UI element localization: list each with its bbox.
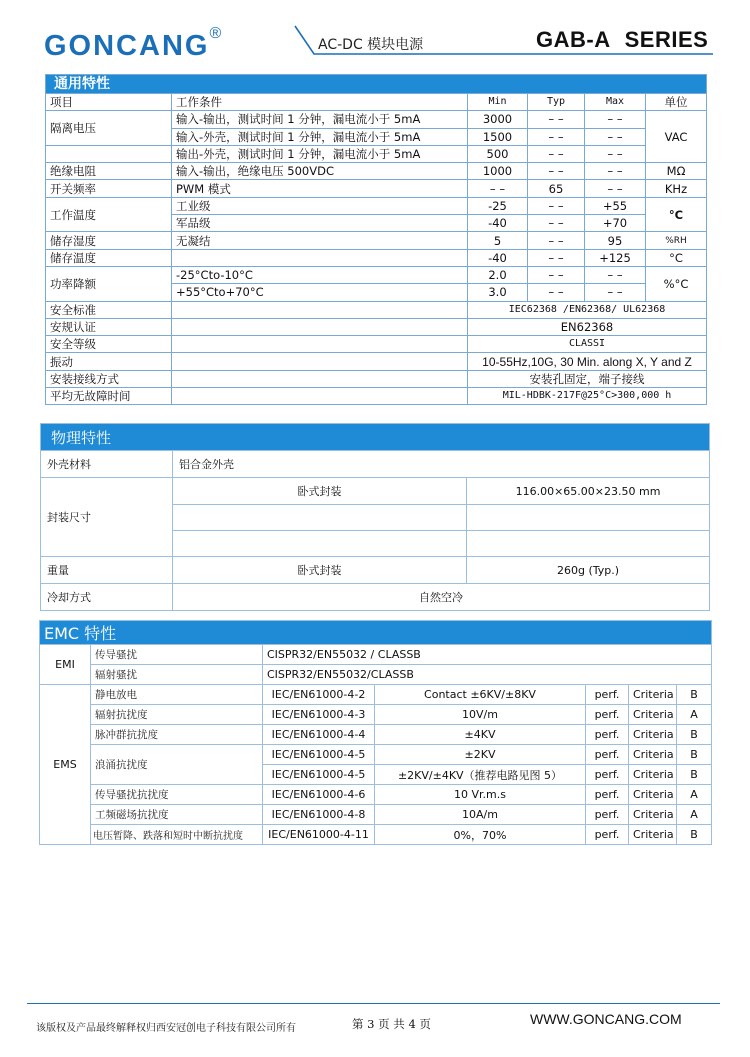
ems-item: 辐射抗扰度	[91, 705, 263, 725]
ems-perf: perf.	[586, 805, 629, 825]
typ: – –	[528, 215, 585, 232]
op-temp-unit: °C	[646, 197, 707, 232]
typ: – –	[528, 128, 585, 145]
ems-label: EMS	[40, 685, 91, 845]
table-row	[40, 705, 712, 725]
empty-cell	[172, 301, 468, 318]
typ: – –	[528, 249, 585, 266]
table-row	[46, 197, 707, 214]
registered-mark: ®	[209, 25, 224, 43]
min: -40	[468, 249, 528, 266]
condition: PWM 模式	[172, 180, 468, 197]
ems-perf: perf.	[586, 745, 629, 765]
spec-value: MIL-HDBK-217F@25°C>300,000 h	[468, 388, 707, 405]
ems-level: 10A/m	[375, 805, 586, 825]
ems-standard: IEC/EN61000-4-8	[263, 805, 375, 825]
cooling-label: 冷却方式	[41, 584, 173, 611]
ems-standard: IEC/EN61000-4-4	[263, 725, 375, 745]
col-min: Min	[468, 94, 528, 111]
table-row	[40, 785, 712, 805]
physical-section-title: 物理特性	[41, 424, 710, 451]
company-logo	[44, 25, 224, 63]
typ: – –	[528, 232, 585, 249]
isolation-unit: VAC	[646, 111, 707, 163]
min: 3000	[468, 111, 528, 128]
min: – –	[468, 180, 528, 197]
emi-item: 辐射骚扰	[91, 665, 263, 685]
max: +55	[585, 197, 646, 214]
table-row	[46, 249, 707, 266]
min: 500	[468, 145, 528, 162]
spec-label: 安全标准	[46, 301, 172, 318]
table-row	[40, 725, 712, 745]
max: – –	[585, 266, 646, 283]
humidity-label: 储存湿度	[46, 232, 172, 249]
ems-item: 浪涌抗扰度	[91, 745, 263, 785]
ems-level: Contact ±6KV/±8KV	[375, 685, 586, 705]
typ: – –	[528, 145, 585, 162]
ems-perf: perf.	[586, 705, 629, 725]
min: 5	[468, 232, 528, 249]
empty-cell	[173, 531, 467, 557]
empty-cell	[173, 505, 467, 531]
table-row	[46, 145, 707, 162]
spec-value: IEC62368 /EN62368/ UL62368	[468, 301, 707, 318]
typ: 65	[528, 180, 585, 197]
ems-standard: IEC/EN61000-4-2	[263, 685, 375, 705]
table-row	[46, 318, 707, 335]
ems-criteria: Criteria	[629, 765, 677, 785]
ems-level: 10V/m	[375, 705, 586, 725]
ems-class: B	[677, 765, 712, 785]
max: – –	[585, 163, 646, 180]
ems-standard: IEC/EN61000-4-5	[263, 745, 375, 765]
min: 1500	[468, 128, 528, 145]
table-row	[46, 336, 707, 353]
footer-page-number: 第 3 页 共 4 页	[352, 1017, 431, 1031]
condition	[172, 249, 468, 266]
spec-value: 10-55Hz,10G, 30 Min. along X, Y and Z	[468, 353, 707, 370]
size-value: 116.00×65.00×23.50 mm	[467, 478, 710, 505]
empty-cell	[172, 388, 468, 405]
ems-class: B	[677, 725, 712, 745]
ems-perf: perf.	[586, 765, 629, 785]
table-row	[46, 301, 707, 318]
table-row	[41, 478, 710, 505]
ems-criteria: Criteria	[629, 685, 677, 705]
max: +70	[585, 215, 646, 232]
ems-criteria: Criteria	[629, 805, 677, 825]
max: – –	[585, 180, 646, 197]
ems-level: ±2KV/±4KV（推荐电路见图 5）	[375, 765, 586, 785]
condition: 输入-输出，绝缘电压 500VDC	[172, 163, 468, 180]
general-section-title: 通用特性	[46, 75, 707, 94]
logo-text: GONCANG	[44, 30, 210, 62]
derating-label: 功率降额	[46, 266, 172, 301]
condition: 输入-输出，测试时间 1 分钟，漏电流小于 5mA	[172, 111, 468, 128]
min: 1000	[468, 163, 528, 180]
footer-divider	[27, 1003, 720, 1004]
isolation-label: 隔离电压	[46, 111, 172, 146]
emc-specs-table	[39, 620, 712, 845]
ems-criteria: Criteria	[629, 785, 677, 805]
ems-standard: IEC/EN61000-4-6	[263, 785, 375, 805]
ems-class: A	[677, 705, 712, 725]
ems-perf: perf.	[586, 825, 629, 845]
table-row	[40, 805, 712, 825]
unit: KHz	[646, 180, 707, 197]
ems-item: 电压暂降、跌落和短时中断抗扰度	[91, 825, 263, 845]
spec-label: 安装接线方式	[46, 370, 172, 387]
min: -40	[468, 215, 528, 232]
ems-standard: IEC/EN61000-4-11	[263, 825, 375, 845]
empty-cell	[172, 318, 468, 335]
general-specs-table	[45, 74, 707, 405]
ems-item: 工频磁场抗扰度	[91, 805, 263, 825]
ems-item: 静电放电	[91, 685, 263, 705]
ems-standard: IEC/EN61000-4-3	[263, 705, 375, 725]
empty-cell	[172, 353, 468, 370]
size-type: 卧式封装	[173, 478, 467, 505]
max: – –	[585, 111, 646, 128]
ems-item: 脉冲群抗扰度	[91, 725, 263, 745]
condition: 输入-外壳，测试时间 1 分钟，漏电流小于 5mA	[172, 128, 468, 145]
weight-value: 260g (Typ.)	[467, 557, 710, 584]
derating-unit: %°C	[646, 266, 707, 301]
ems-criteria: Criteria	[629, 745, 677, 765]
table-row	[41, 584, 710, 611]
condition: 无凝结	[172, 232, 468, 249]
ems-class: B	[677, 825, 712, 845]
table-row	[46, 266, 707, 283]
switching-label: 开关频率	[46, 180, 172, 197]
typ: – –	[528, 197, 585, 214]
table-row	[40, 665, 712, 685]
spec-value: EN62368	[468, 318, 707, 335]
shell-label: 外壳材料	[41, 451, 173, 478]
max: +125	[585, 249, 646, 266]
ems-item: 传导骚扰抗扰度	[91, 785, 263, 805]
ems-level: ±4KV	[375, 725, 586, 745]
spec-label: 振动	[46, 353, 172, 370]
ems-class: B	[677, 685, 712, 705]
table-row	[46, 388, 707, 405]
emi-item: 传导骚扰	[91, 645, 263, 665]
col-max: Max	[585, 94, 646, 111]
series-model: GAB-A	[536, 27, 611, 52]
min: 3.0	[468, 284, 528, 301]
condition: -25°Cto-10°C	[172, 266, 468, 283]
shell-value: 铝合金外壳	[173, 451, 710, 478]
table-row	[46, 370, 707, 387]
empty-cell	[467, 505, 710, 531]
col-item: 项目	[46, 94, 172, 111]
empty-cell	[467, 531, 710, 557]
ems-perf: perf.	[586, 725, 629, 745]
spec-value: CLASSI	[468, 336, 707, 353]
min: -25	[468, 197, 528, 214]
typ: – –	[528, 163, 585, 180]
table-row	[46, 163, 707, 180]
ems-perf: perf.	[586, 785, 629, 805]
spec-value: 安装孔固定，端子接线	[468, 370, 707, 387]
ems-criteria: Criteria	[629, 825, 677, 845]
condition: 输出-外壳，测试时间 1 分钟，漏电流小于 5mA	[172, 145, 468, 162]
emi-standard: CISPR32/EN55032 / CLASSB	[263, 645, 712, 665]
footer-copyright: 该版权及产品最终解释权归西安冠创电子科技有限公司所有	[36, 1023, 296, 1034]
spec-label: 平均无故障时间	[46, 388, 172, 405]
condition: 工业级	[172, 197, 468, 214]
cooling-value: 自然空冷	[173, 584, 710, 611]
min: 2.0	[468, 266, 528, 283]
table-row	[41, 557, 710, 584]
ems-criteria: Criteria	[629, 705, 677, 725]
table-row	[41, 451, 710, 478]
size-label: 封装尺寸	[41, 478, 173, 557]
footer-website: WWW.GONCANG.COM	[530, 1011, 682, 1027]
max: – –	[585, 128, 646, 145]
emc-section-title: EMC 特性	[40, 621, 712, 645]
max: – –	[585, 145, 646, 162]
condition: +55°Cto+70°C	[172, 284, 468, 301]
table-header-row	[46, 94, 707, 111]
col-condition: 工作条件	[172, 94, 468, 111]
storage-temp-label: 储存温度	[46, 249, 172, 266]
table-row	[46, 353, 707, 370]
ems-class: A	[677, 785, 712, 805]
ems-class: A	[677, 805, 712, 825]
typ: – –	[528, 266, 585, 283]
table-row	[46, 111, 707, 128]
unit: MΩ	[646, 163, 707, 180]
emi-label: EMI	[40, 645, 91, 685]
product-category: AC-DC 模块电源	[318, 37, 424, 53]
empty-cell	[46, 145, 172, 162]
ems-level: 10 Vr.m.s	[375, 785, 586, 805]
col-unit: 单位	[646, 94, 707, 111]
empty-cell	[172, 370, 468, 387]
spec-label: 安规认证	[46, 318, 172, 335]
table-row	[46, 180, 707, 197]
spec-label: 安全等级	[46, 336, 172, 353]
table-row	[46, 232, 707, 249]
ems-criteria: Criteria	[629, 725, 677, 745]
table-row	[40, 685, 712, 705]
typ: – –	[528, 111, 585, 128]
condition: 军品级	[172, 215, 468, 232]
physical-specs-table	[40, 423, 710, 611]
ems-class: B	[677, 745, 712, 765]
ems-level: 0%，70%	[375, 825, 586, 845]
weight-type: 卧式封装	[173, 557, 467, 584]
ems-perf: perf.	[586, 685, 629, 705]
ems-level: ±2KV	[375, 745, 586, 765]
table-row	[40, 825, 712, 845]
series-title	[536, 27, 708, 53]
unit: °C	[646, 249, 707, 266]
max: – –	[585, 284, 646, 301]
table-row	[40, 645, 712, 665]
max: 95	[585, 232, 646, 249]
emi-standard: CISPR32/EN55032/CLASSB	[263, 665, 712, 685]
typ: – –	[528, 284, 585, 301]
table-row	[40, 745, 712, 765]
weight-label: 重量	[41, 557, 173, 584]
col-typ: Typ	[528, 94, 585, 111]
empty-cell	[172, 336, 468, 353]
series-word: SERIES	[624, 27, 709, 52]
insulation-label: 绝缘电阻	[46, 163, 172, 180]
op-temp-label: 工作温度	[46, 197, 172, 232]
ems-standard: IEC/EN61000-4-5	[263, 765, 375, 785]
unit: %RH	[646, 232, 707, 249]
